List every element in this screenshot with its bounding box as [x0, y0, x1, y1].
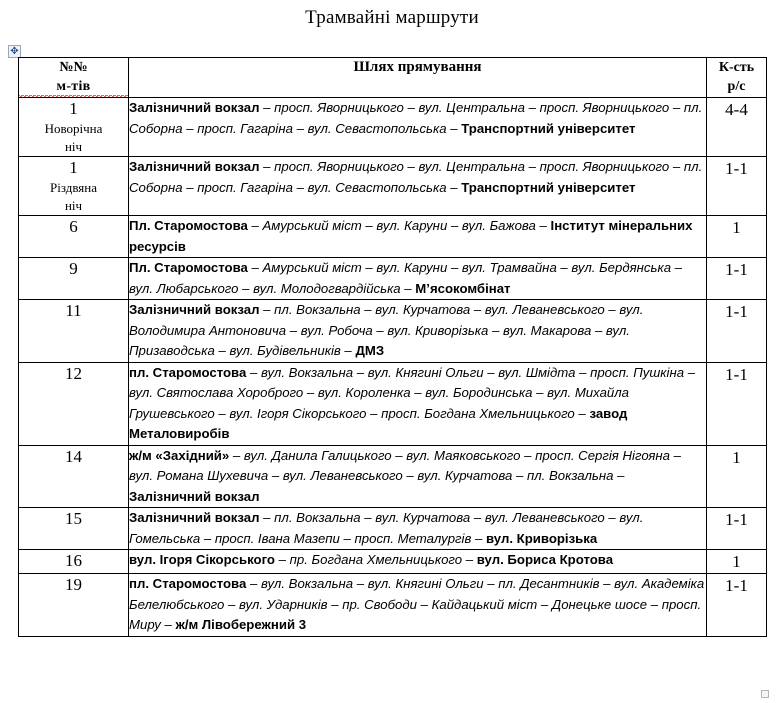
route-terminal: М’ясокомбінат: [415, 280, 511, 296]
route-via: вул. Вокзальна – вул. Княгині Ольги – вул. Шмідта – просп. Пушкіна – вул. Святослава Хороброго – вул. Короленка – вул. Бородинська – вул. Михайла Грушевського – вул. Ігоря Сікорського – просп. Богдана Хмельницького –: [129, 364, 696, 421]
table-body: [19, 98, 767, 637]
route-via: –: [535, 218, 551, 233]
route-count-cell: 1-1: [707, 574, 767, 637]
table-row: [19, 508, 767, 550]
route-path-cell: [129, 362, 707, 445]
route-path-cell: [129, 508, 707, 550]
route-via: Амурський міст – вул. Каруни – вул. Трамвайна – вул. Бердянська – вул. Любарського – вул. Молодогвардійська –: [129, 260, 683, 296]
route-via: –: [274, 552, 290, 567]
table-row: [19, 300, 767, 363]
route-via: –: [259, 510, 275, 525]
route-terminal: ж/м Лівобережний 3: [175, 617, 307, 632]
route-terminal: Залізничний вокзал: [129, 510, 260, 525]
route-via: –: [246, 364, 261, 380]
route-number-cell: [19, 157, 129, 216]
route-terminal: Пл. Старомостова: [129, 260, 248, 275]
table-resize-handle[interactable]: [761, 690, 769, 698]
route-count-cell: 1-1: [707, 258, 767, 300]
route-path-cell: [129, 300, 707, 363]
route-number-note-line2: ніч: [64, 198, 83, 213]
route-number: 19: [65, 575, 82, 594]
route-terminal: ж/м «Західний»: [129, 447, 230, 463]
route-via: –: [246, 576, 261, 591]
page-title: Трамвайні маршрути: [305, 7, 479, 28]
column-header-route-number: [19, 58, 129, 98]
route-via: –: [259, 159, 275, 174]
route-number-cell: [19, 445, 129, 508]
route-count-cell: 1-1: [707, 157, 767, 216]
table-row: [19, 98, 767, 157]
route-via: –: [247, 260, 263, 275]
route-count-cell: 1: [707, 216, 767, 258]
route-via: –: [259, 302, 275, 317]
table-row: [19, 157, 767, 216]
route-path-cell: [129, 550, 707, 574]
table-row: [19, 550, 767, 574]
route-count-cell: 1-1: [707, 362, 767, 445]
route-terminal: Транспортний університет: [461, 179, 636, 195]
route-number-cell: [19, 258, 129, 300]
route-number: 12: [65, 363, 82, 383]
route-number-cell: [19, 508, 129, 550]
route-number-cell: [19, 362, 129, 445]
route-terminal: Транспортний університет: [461, 120, 636, 136]
column-header-route-number-line2: м-тів: [19, 77, 128, 97]
route-terminal: Залізничний вокзал: [129, 302, 260, 317]
route-terminal: Залізничний вокзал: [129, 488, 260, 504]
route-count-cell: 1: [707, 445, 767, 508]
route-terminal: Інститут мінеральних ресурсів: [129, 218, 693, 254]
route-via: вул. Вокзальна – вул. Княгині Ольги – пл. Десантників – вул. Академіка Белелюбського – вул. Ударників – пр. Свободи – Кайдацький міст – Донецьке шосе – просп. Миру –: [129, 576, 705, 632]
route-number-cell: [19, 574, 129, 637]
route-count-cell: 1-1: [707, 508, 767, 550]
route-via: вул. Данила Галицького – вул. Маяковського – просп. Сергія Нігояна – вул. Романа Шухевича – вул. Леваневського – вул. Курчатова – пл. Вокзальна –: [129, 447, 681, 483]
route-via: пл. Вокзальна – вул. Курчатова – вул. Леваневського – вул. Володимира Антоновича – вул. Робоча – вул. Криворізька – вул. Макарова – вул. Призаводська – вул. Будівельників –: [129, 302, 644, 358]
route-terminal: завод Металовиробів: [129, 405, 628, 441]
route-number: 11: [65, 301, 82, 320]
route-path-cell: [129, 98, 707, 157]
route-number: 1: [69, 158, 78, 177]
route-via: просп. Яворницького – вул. Центральна – просп. Яворницького – пл. Соборна – просп. Гагаріна – вул. Севастопольська –: [129, 159, 703, 195]
route-terminal: ДМЗ: [355, 343, 385, 358]
route-number-cell: [19, 98, 129, 157]
column-header-count-line2: р/с: [727, 79, 746, 94]
table-row: [19, 574, 767, 637]
route-number: 9: [69, 259, 78, 278]
route-terminal: пл. Старомостова: [129, 364, 247, 380]
route-terminal: Залізничний вокзал: [129, 159, 260, 174]
route-count-cell: 4-4: [707, 98, 767, 157]
table-move-handle[interactable]: ✥: [8, 45, 21, 58]
route-terminal: Залізничний вокзал: [129, 100, 260, 115]
route-number: 15: [65, 509, 82, 528]
route-number: 16: [65, 551, 82, 570]
route-via: –: [247, 218, 263, 233]
route-via: –: [259, 100, 275, 115]
route-path-cell: [129, 445, 707, 508]
route-terminal: вул. Ігоря Сікорського: [129, 552, 275, 567]
column-header-count-line1: К-сть: [718, 60, 755, 75]
route-via: пр. Богдана Хмельницького –: [289, 552, 477, 567]
route-terminal: пл. Старомостова: [129, 576, 247, 591]
route-number: 14: [65, 446, 82, 466]
table-row: [19, 362, 767, 445]
route-via: Амурський міст – вул. Каруни – вул. Бажова: [262, 218, 536, 233]
route-path-cell: [129, 574, 707, 637]
column-header-count: [707, 58, 767, 98]
route-number: 1: [69, 99, 78, 118]
route-number-note: Новорічна: [44, 121, 103, 136]
table-header-row: [19, 58, 767, 98]
route-number-cell: [19, 550, 129, 574]
tram-routes-table: [18, 57, 767, 637]
route-number-note: Різдвяна: [49, 180, 98, 195]
route-count-cell: 1-1: [707, 300, 767, 363]
route-terminal: Пл. Старомостова: [129, 218, 248, 233]
table-header: [19, 58, 767, 98]
route-number-note-line2: ніч: [64, 139, 83, 154]
route-via: пл. Вокзальна – вул. Курчатова – вул. Леваневського – вул. Гомельська – просп. Івана Мазепи – просп. Металургів –: [129, 510, 644, 546]
route-path-cell: [129, 216, 707, 258]
route-number-cell: [19, 300, 129, 363]
column-header-route-path: Шлях прямування: [129, 58, 707, 98]
route-number-cell: [19, 216, 129, 258]
route-via: просп. Яворницького – вул. Центральна – просп. Яворницького – пл. Соборна – просп. Гагаріна – вул. Севастопольська –: [129, 100, 703, 136]
route-path-cell: [129, 157, 707, 216]
table-row: [19, 445, 767, 508]
column-header-route-number-line1: №№: [59, 60, 88, 75]
route-terminal: вул. Бориса Кротова: [476, 552, 614, 567]
route-number: 6: [69, 217, 78, 236]
route-terminal: вул. Криворізька: [486, 530, 598, 546]
table-row: [19, 258, 767, 300]
table-row: [19, 216, 767, 258]
route-via: –: [229, 447, 244, 463]
route-path-cell: [129, 258, 707, 300]
route-count-cell: 1: [707, 550, 767, 574]
